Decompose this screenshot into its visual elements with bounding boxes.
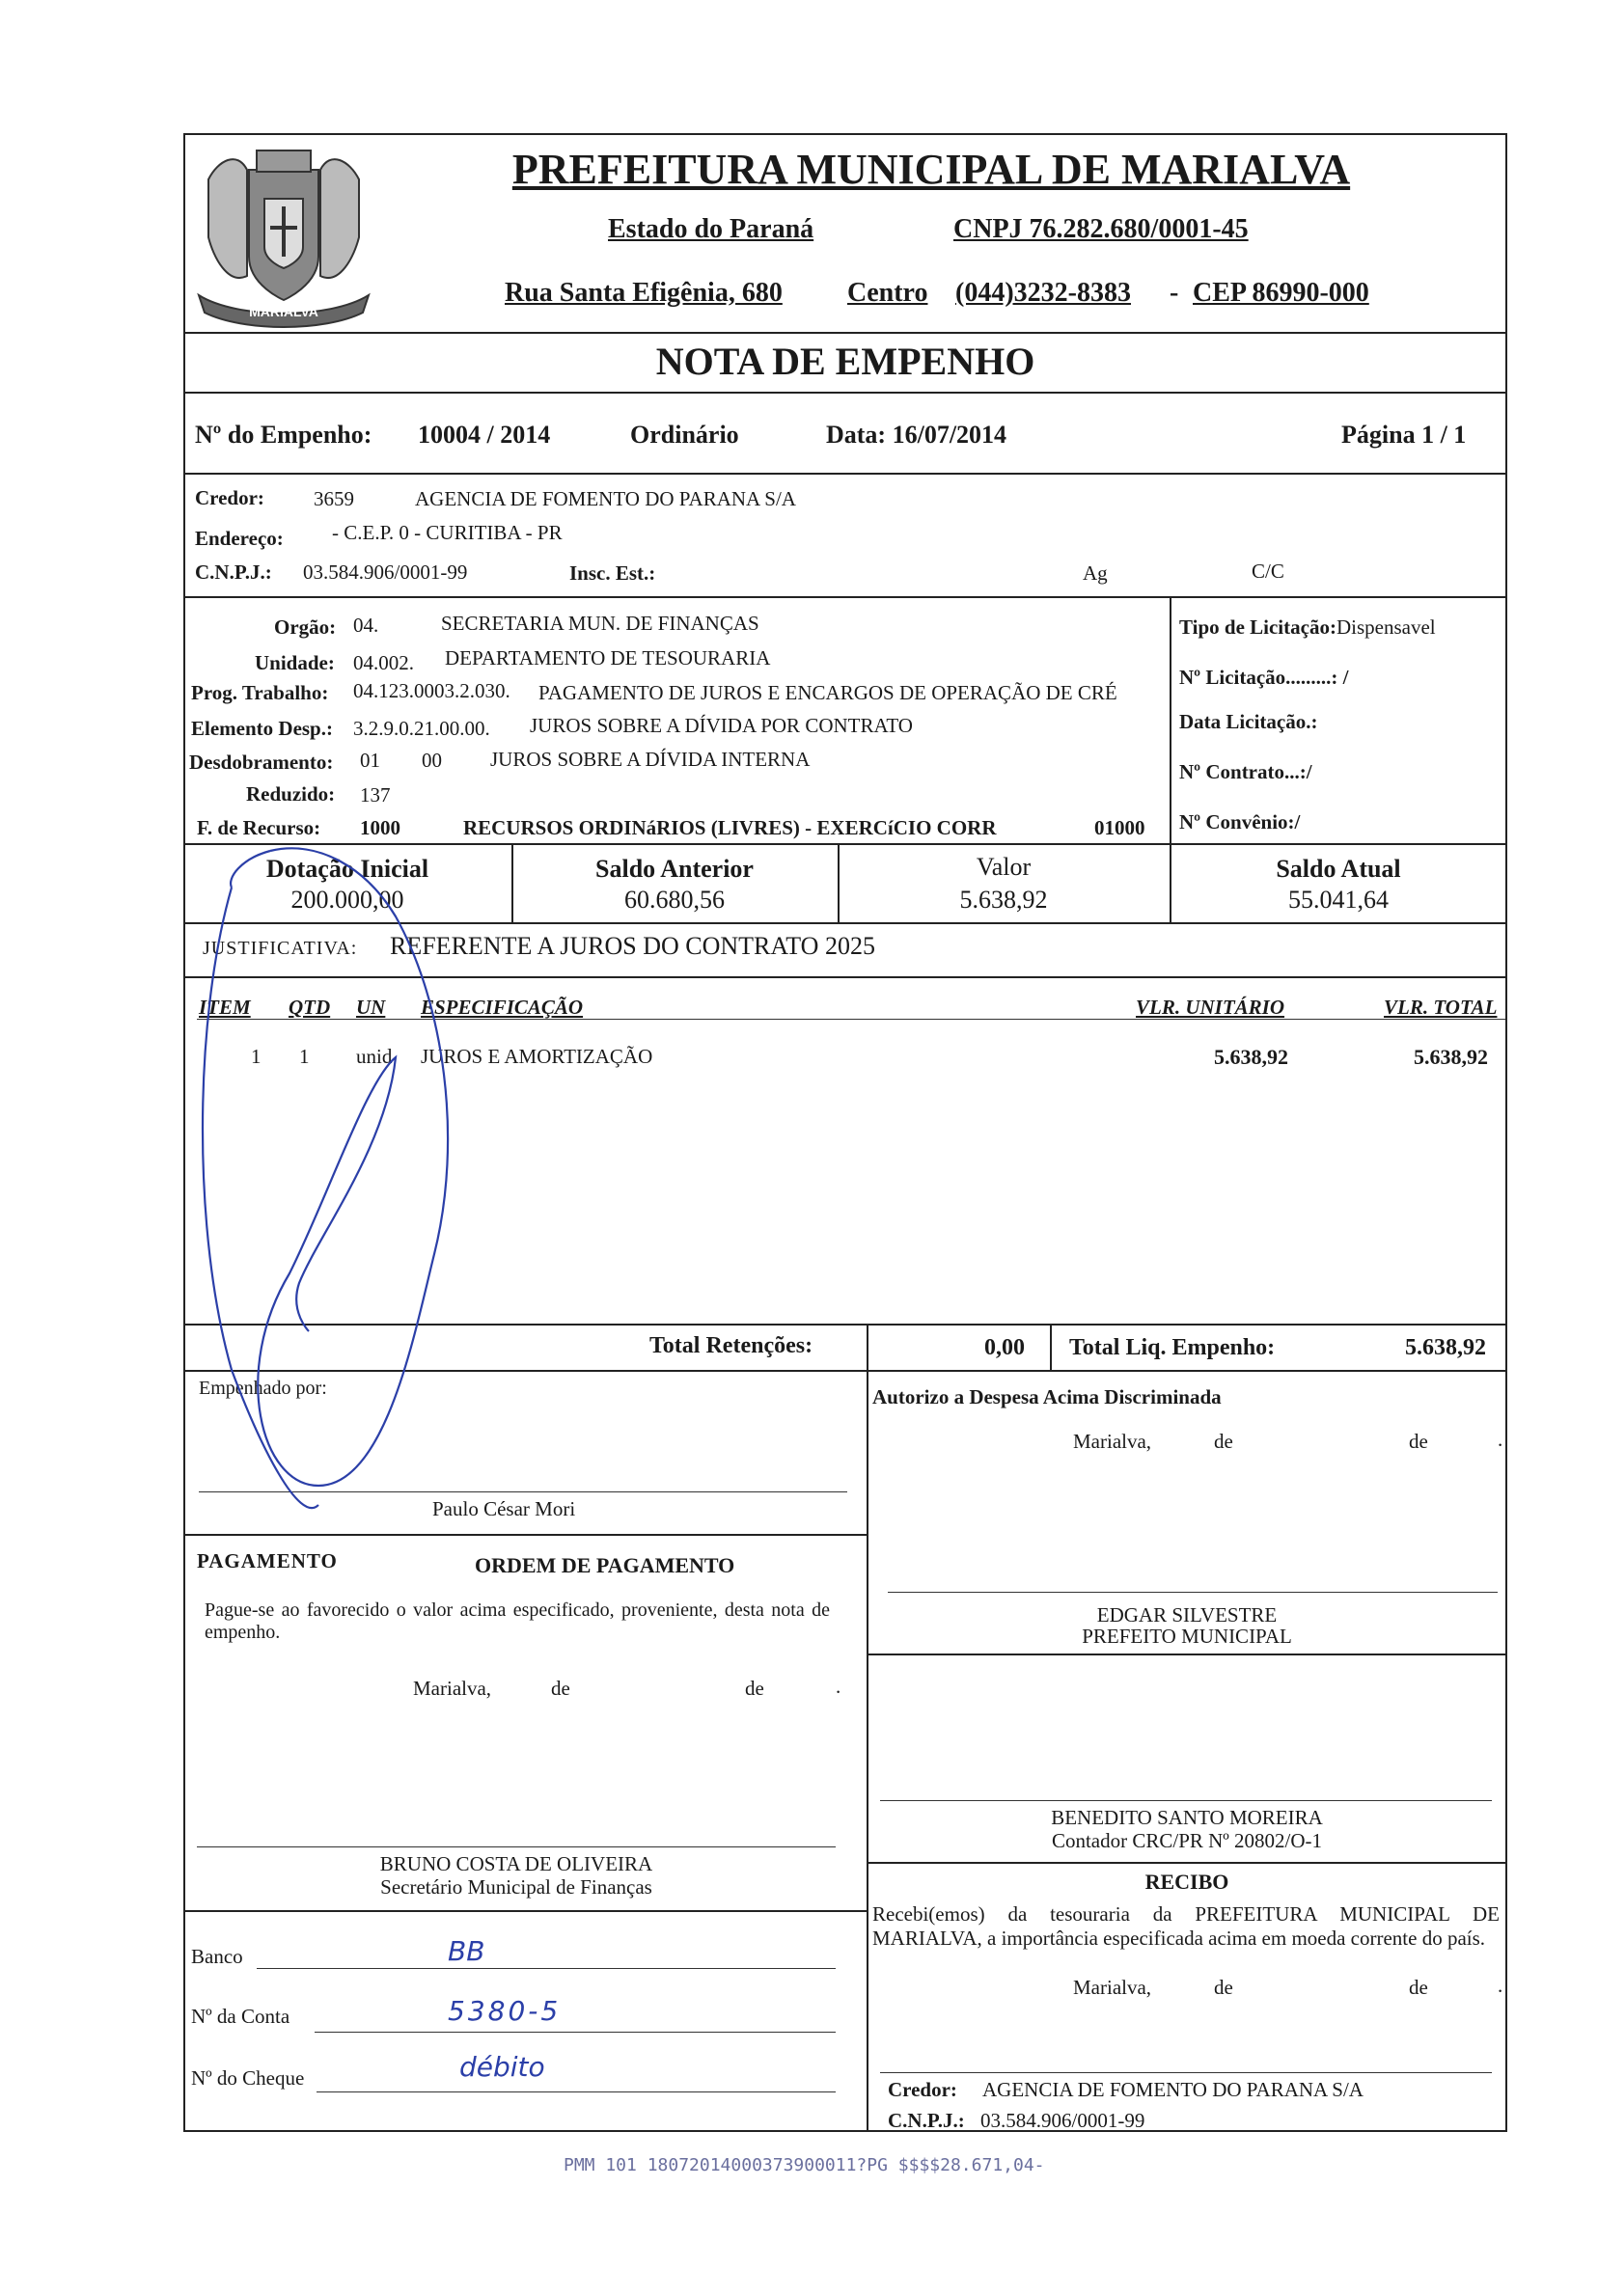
contador-name: BENEDITO SANTO MOREIRA [1051,1806,1323,1829]
saldo-label-atual: Saldo Atual [1276,855,1401,883]
fonte-label: F. de Recurso: [197,816,321,839]
prog-name: PAGAMENTO DE JUROS E ENCARGOS DE OPERAÇÃO DE CRÉ [538,681,1117,704]
pagamento-text: Pague-se ao favorecido o valor acima especificado, proveniente, desta nota de empenho. [205,1599,830,1643]
credor-label: Credor: [195,486,264,509]
prog-label: Prog. Trabalho: [191,681,329,704]
header-cep: CEP 86990-000 [1193,278,1369,308]
desdobramento-label: Desdobramento: [189,751,334,774]
pagamento-de1: de [551,1677,570,1700]
header-dash: - [1170,278,1179,308]
numero-convenio: Nº Convênio:/ [1179,810,1301,834]
endereco-value: - C.E.P. 0 - CURITIBA - PR [332,521,563,544]
recibo-text: Recebi(emos) da tesouraria da PREFEITURA MUNICIPAL DE MARIALVA, a importância especificada acima em moeda corrente do país. [872,1902,1500,1950]
col-header-item: ITEM [199,996,251,1019]
insc-label: Insc. Est.: [569,561,656,585]
saldo-value-valor: 5.638,92 [959,886,1048,914]
ag-label: Ag [1083,561,1108,585]
orgao-label: Orgão: [274,615,337,639]
col-header-unit: VLR. UNITÁRIO [1136,996,1285,1019]
saldo-value-dotacao: 200.000,00 [290,886,404,914]
total-liquido-label: Total Liq. Empenho: [1069,1335,1276,1360]
row-item: 1 [251,1045,262,1068]
empenho-number: 10004 / 2014 [418,421,551,449]
recibo-city: Marialva, [1073,1976,1152,1999]
pagamento-dot: . [836,1675,841,1698]
secretario-role: Secretário Municipal de Finanças [380,1875,652,1899]
elemento-name: JUROS SOBRE A DÍVIDA POR CONTRATO [530,714,913,737]
conta-value: 5380-5 [448,1995,562,2027]
unidade-name: DEPARTAMENTO DE TESOURARIA [445,646,771,670]
tipo-licitacao-value: Dispensavel [1336,615,1436,639]
total-retencoes-label: Total Retenções: [649,1333,813,1358]
page-number: Página 1 / 1 [1341,421,1467,449]
desdobramento-code1: 01 [360,749,380,772]
elemento-code: 3.2.9.0.21.00.00. [353,717,490,740]
crest-logo [189,141,378,334]
crest-banner-text: MARIALVA [249,304,318,319]
row-unit-value: 5.638,92 [1214,1045,1288,1069]
reduzido-label: Reduzido: [246,782,336,806]
document-title: NOTA DE EMPENHO [655,340,1035,383]
orgao-name: SECRETARIA MUN. DE FINANÇAS [441,612,759,635]
row-qtd: 1 [299,1045,310,1068]
data-licitacao: Data Licitação.: [1179,710,1318,733]
orgao-code: 04. [353,614,379,637]
col-header-un: UN [356,996,386,1019]
prefeito-role: PREFEITO MUNICIPAL [1082,1625,1292,1648]
desdobramento-code2: 00 [422,749,442,772]
justificativa-label: JUSTIFICATIVA: [203,938,358,959]
total-liquido-value: 5.638,92 [1405,1335,1486,1360]
unidade-label: Unidade: [255,651,335,674]
banco-label: Banco [191,1945,243,1968]
recibo-credor-label: Credor: [888,2078,957,2101]
numero-contrato: Nº Contrato...:/ [1179,760,1312,783]
recibo-cnpj-value: 03.584.906/0001-99 [980,2109,1145,2132]
saldo-label-valor: Valor [976,853,1032,881]
pagamento-city: Marialva, [413,1677,492,1700]
elemento-label: Elemento Desp.: [191,717,333,740]
contador-role: Contador CRC/PR Nº 20802/O-1 [1051,1829,1323,1852]
recibo-cnpj-label: C.N.P.J.: [888,2109,965,2132]
header-district: Centro [847,278,928,308]
recibo-de1: de [1214,1976,1233,1999]
saldo-label-anterior: Saldo Anterior [595,855,754,883]
row-spec: JUROS E AMORTIZAÇÃO [421,1045,653,1068]
header-address: Rua Santa Efigênia, 680 [505,278,783,308]
desdobramento-name: JUROS SOBRE A DÍVIDA INTERNA [490,748,811,771]
credor-name: AGENCIA DE FOMENTO DO PARANA S/A [415,487,796,510]
autorizo-dot: . [1498,1428,1503,1451]
page-title: PREFEITURA MUNICIPAL DE MARIALVA [511,146,1351,193]
row-total-value: 5.638,92 [1414,1045,1488,1069]
saldo-value-atual: 55.041,64 [1288,886,1389,914]
recibo-de2: de [1409,1976,1428,1999]
pagamento-de2: de [745,1677,764,1700]
row-un: unid [356,1045,393,1068]
ordem-pagamento-label: ORDEM DE PAGAMENTO [475,1553,735,1577]
total-retencoes-value: 0,00 [984,1335,1025,1360]
header-cnpj: CNPJ 76.282.680/0001-45 [953,214,1249,244]
credor-code: 3659 [314,487,354,510]
cheque-value: débito [459,2051,545,2083]
fonte-name: RECURSOS ORDINáRIOS (LIVRES) - EXERCíCIO CORR [463,816,997,839]
header-phone: (044)3232-8383 [955,278,1131,308]
prefeito-name: EDGAR SILVESTRE [1096,1603,1278,1626]
state-label: Estado do Paraná [608,214,814,244]
cnpj-value: 03.584.906/0001-99 [303,560,468,584]
saldo-label-dotacao: Dotação Inicial [265,855,429,883]
empenho-date: Data: 16/07/2014 [826,421,1007,449]
empenhado-name: Paulo César Mori [432,1497,576,1520]
fonte-code2: 01000 [1094,816,1145,839]
col-header-spec: ESPECIFICAÇÃO [421,996,584,1019]
reduzido-value: 137 [360,783,391,806]
autorizo-de2: de [1409,1430,1428,1453]
prog-code: 04.123.0003.2.030. [353,679,510,702]
cheque-label: Nº do Cheque [191,2066,305,2090]
numero-licitacao: Nº Licitação.........: / [1179,666,1349,689]
cc-label: C/C [1252,560,1284,583]
secretario-name: BRUNO COSTA DE OLIVEIRA [379,1852,653,1875]
signature-mark [174,830,656,1524]
autorizo-city: Marialva, [1073,1430,1152,1453]
tipo-licitacao-label-text: Tipo de Licitação: [1179,615,1336,639]
unidade-code: 04.002. [353,651,414,674]
recibo-credor-name: AGENCIA DE FOMENTO DO PARANA S/A [982,2078,1364,2101]
autorizo-de1: de [1214,1430,1233,1453]
justificativa-text: REFERENTE A JUROS DO CONTRATO 2025 [390,932,875,960]
saldo-value-anterior: 60.680,56 [624,886,725,914]
cnpj-label: C.N.P.J.: [195,560,272,584]
col-header-total: VLR. TOTAL [1384,996,1498,1019]
fonte-code: 1000 [360,816,400,839]
empenhado-label: Empenhado por: [199,1378,327,1399]
recibo-label: RECIBO [1144,1870,1229,1894]
banco-value: BB [448,1935,485,1967]
col-header-qtd: QTD [289,996,331,1019]
autorizo-label: Autorizo a Despesa Acima Discriminada [872,1385,1222,1408]
pagamento-label: PAGAMENTO [197,1549,338,1572]
machine-stamp: PMM 101 18072014000373900011?PG $$$$28.671,04- [564,2155,1045,2175]
empenho-number-label: Nº do Empenho: [195,421,372,449]
conta-label: Nº da Conta [191,2005,290,2028]
recibo-dot: . [1498,1974,1503,1997]
endereco-label: Endereço: [195,527,284,550]
empenho-type: Ordinário [630,421,739,449]
tipo-licitacao-label [1179,615,1436,640]
